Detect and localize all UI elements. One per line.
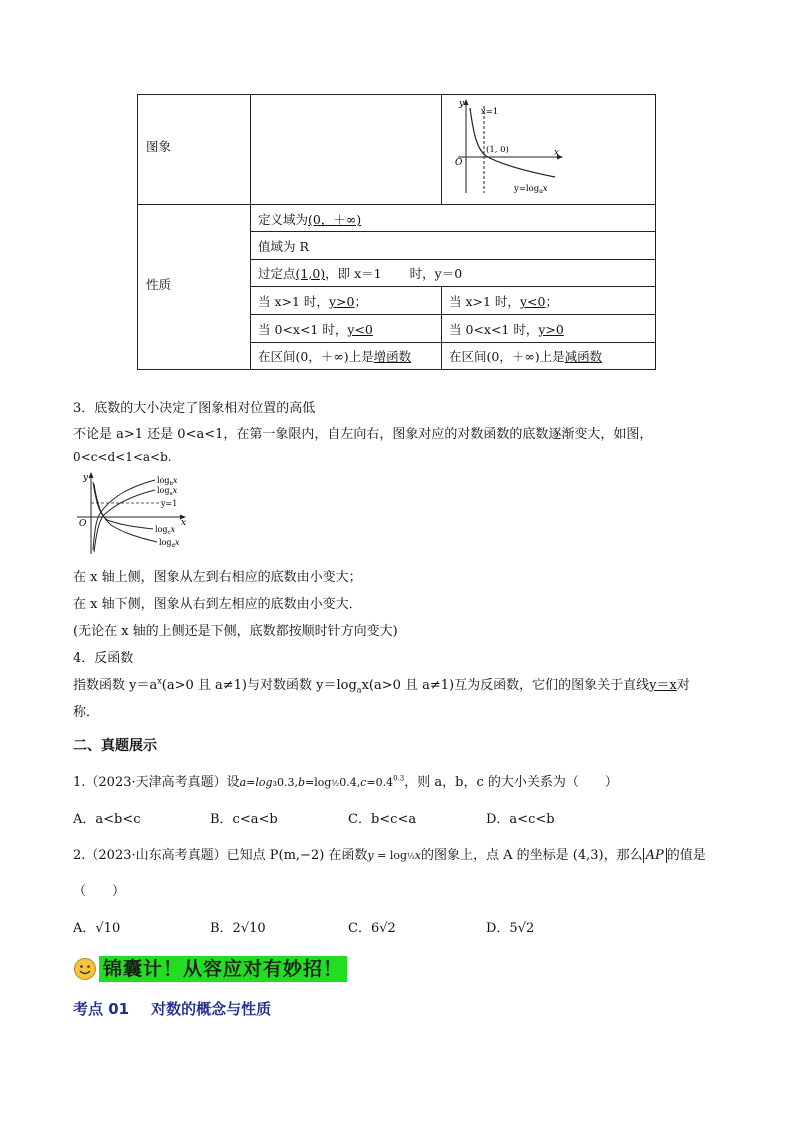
q1-option-b[interactable]: B．c<a<b xyxy=(210,812,278,827)
q1-option-d[interactable]: D．a<c<b xyxy=(486,812,555,827)
fig2-x: x xyxy=(181,518,187,528)
fig2-label-a: $\log_ax$ xyxy=(157,486,178,497)
graph-origin: O xyxy=(455,158,463,168)
q1-stem: 1.（2023·天津高考真题）设$a=\log_30.3,b=\log\frac{1}{2}0.4,c=0.4^{0.3}$，则 a，b，c 的大小关系为（ ） xyxy=(73,774,618,790)
graph-asymptote-label: x=1 xyxy=(481,107,499,117)
range-text: 值域为 R xyxy=(258,239,309,254)
q2-stem: 2.（2023·山东高考真题）已知点 P(m,−2) 在函数y = log⅓x的图象上，点 A 的坐标是 (4,3)，那么 AP 的值是 xyxy=(73,848,706,863)
p4-title: 4．反函数 xyxy=(73,651,134,666)
right-prop-3: 在区间(0，＋∞)上是减函数 xyxy=(449,349,603,364)
right-prop-2: 当 0<x<1 时，y>0 xyxy=(449,322,564,337)
p4-line2: 称． xyxy=(73,705,100,720)
q2-paren: （ ） xyxy=(73,884,126,899)
p4-line1: 指数函数 $y=a^x(a>0$ 且 a≠1)与对数函数 $y=\log_ax(a>0$ 且 a≠1)互为反函数，它们的图象关于直线y＝x对 xyxy=(73,676,690,695)
domain-text: 定义域为(0，＋∞) xyxy=(258,212,362,227)
left-prop-2: 当 0<x<1 时，y<0 xyxy=(258,322,373,337)
properties-table xyxy=(137,94,656,370)
section-heading: 二、真题展示 xyxy=(73,738,157,754)
p3-line1: 不论是 a>1 还是 0<a<1，在第一象限内，自左向右，图象对应的对数函数的底数逐渐变大，如图， xyxy=(73,427,653,442)
p3-title: 3．底数的大小决定了图象相对位置的高低 xyxy=(73,401,316,416)
q2-option-a[interactable]: A．√10 xyxy=(73,921,121,936)
q1-option-c[interactable]: C．b<c<a xyxy=(348,812,417,827)
graph-point-label: (1, 0) xyxy=(486,145,509,155)
graph-x-label: x xyxy=(554,148,560,158)
fixed-point-text: 过定点(1,0)，即 x＝1 时，y＝0 xyxy=(258,266,463,281)
graph-y-label: y xyxy=(459,99,465,109)
p3-line2: 0<c<d<1<a<b. xyxy=(73,450,172,464)
tips-banner: 锦囊计！从容应对有妙招！ xyxy=(99,956,347,982)
row-label-graph: 图象 xyxy=(146,139,172,154)
fig2-label-b: $\log_bx$ xyxy=(157,476,178,487)
row-label-properties: 性质 xyxy=(146,277,172,292)
fig2-label-d: $\log_dx$ xyxy=(159,538,180,549)
log-decreasing-graph xyxy=(450,98,570,198)
right-prop-1: 当 x>1 时，y<0； xyxy=(449,294,558,309)
note-2: 在 x 轴下侧，图象从右到左相应的底数由小变大． xyxy=(73,597,362,612)
left-prop-3: 在区间(0，＋∞)上是增函数 xyxy=(258,349,412,364)
left-prop-1: 当 x>1 时，y>0； xyxy=(258,294,367,309)
fig2-y1: y=1 xyxy=(161,499,178,508)
fig2-label-c: $\log_cx$ xyxy=(155,525,176,536)
note-1: 在 x 轴上侧，图象从左到右相应的底数由小变大； xyxy=(73,570,362,585)
graph-curve-label: $y=\log_ax$ xyxy=(514,184,548,195)
q2-option-c[interactable]: C．6√2 xyxy=(348,921,396,936)
fig2-origin: O xyxy=(79,519,87,529)
q2-option-b[interactable]: B．2√10 xyxy=(210,921,266,936)
kaodian-heading: 考点 01 对数的概念与性质 xyxy=(73,1000,272,1018)
note-3: (无论在 x 轴的上侧还是下侧，底数都按顺时针方向变大) xyxy=(73,624,398,639)
q1-option-a[interactable]: A．a<b<c xyxy=(73,812,141,827)
smiley-icon xyxy=(73,957,97,981)
fig2-y: y xyxy=(83,473,89,483)
log-bases-graph xyxy=(73,470,193,556)
q2-option-d[interactable]: D．5√2 xyxy=(486,921,535,936)
